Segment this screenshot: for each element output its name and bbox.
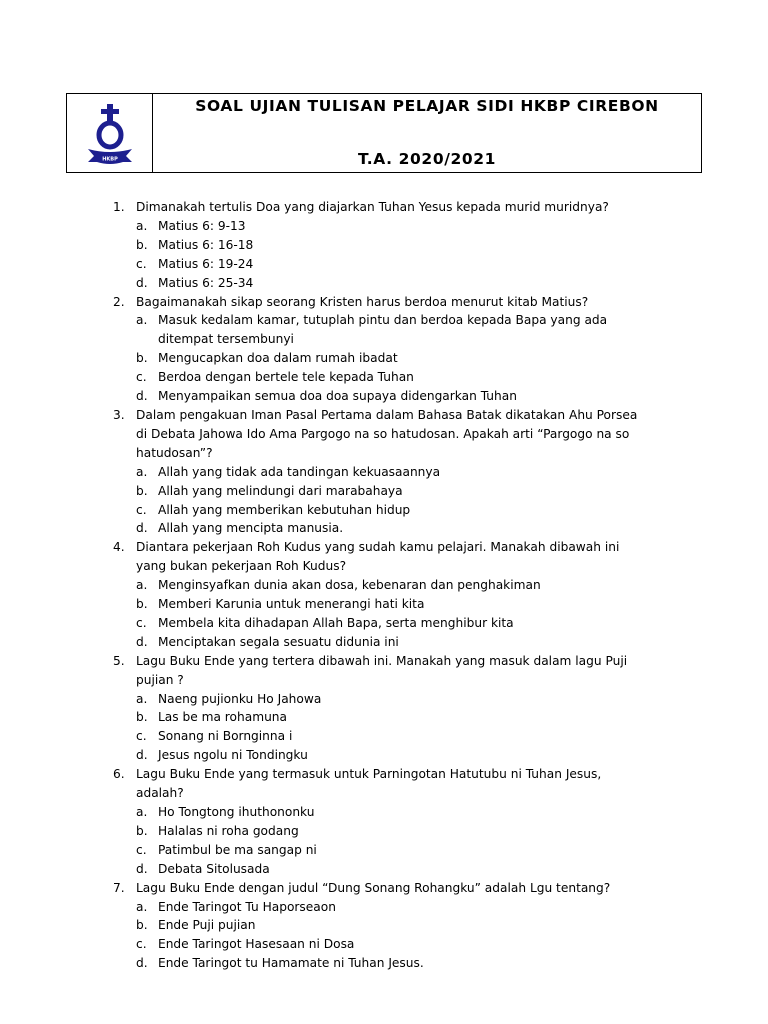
answer-option	[0, 482, 768, 501]
option-text: Berdoa dengan bertele tele kepada Tuhan	[158, 370, 414, 385]
option-letter: b.	[136, 237, 148, 252]
banner-icon	[88, 149, 132, 164]
answer-option	[0, 898, 768, 917]
answer-option	[0, 236, 768, 255]
answer-option	[0, 255, 768, 274]
question-row	[0, 198, 768, 217]
title-cell	[153, 94, 701, 172]
answer-option	[0, 595, 768, 614]
question-item	[0, 293, 768, 406]
option-letter: c.	[136, 729, 147, 744]
option-text: Memberi Karunia untuk menerangi hati kita	[158, 597, 425, 612]
question-text: Dalam pengakuan Iman Pasal Pertama dalam Bahasa Batak dikatakan Ahu Porsea di Debata Jahowa Ido Ama Pargogo na so hatudosan. Apakah arti “Pargogo na so hatudosan”?	[136, 407, 638, 460]
answer-option	[0, 614, 768, 633]
option-text: Allah yang memberikan kebutuhan hidup	[158, 502, 411, 517]
question-text: Diantara pekerjaan Roh Kudus yang sudah kamu pelajari. Manakah dibawah ini yang bukan pekerjaan Roh Kudus?	[136, 540, 620, 574]
option-letter: b.	[136, 351, 148, 366]
question-number: 3.	[113, 407, 125, 422]
question-text: Lagu Buku Ende yang termasuk untuk Parningotan Hatutubu ni Tuhan Jesus, adalah?	[136, 767, 602, 801]
option-letter: c.	[136, 370, 147, 385]
answer-option	[0, 860, 768, 879]
option-text: Halalas ni roha godang	[158, 823, 299, 838]
answer-option	[0, 633, 768, 652]
option-letter: a.	[136, 313, 148, 328]
answer-option	[0, 501, 768, 520]
option-text: Jesus ngolu ni Tondingku	[158, 748, 308, 763]
answer-option	[0, 690, 768, 709]
option-letter: c.	[136, 842, 147, 857]
option-letter: d.	[136, 956, 148, 971]
option-letter: d.	[136, 861, 148, 876]
option-letter: a.	[136, 218, 148, 233]
answer-option	[0, 746, 768, 765]
option-letter: c.	[136, 256, 147, 271]
question-item	[0, 406, 768, 538]
answer-option	[0, 519, 768, 538]
question-item	[0, 765, 768, 878]
option-letter: c.	[136, 615, 147, 630]
option-letter: b.	[136, 918, 148, 933]
option-letter: c.	[136, 937, 147, 952]
option-text: Matius 6: 9-13	[158, 218, 246, 233]
option-text: Allah yang tidak ada tandingan kekuasaannya	[158, 464, 441, 479]
option-text: Menyampaikan semua doa doa supaya didengarkan Tuhan	[158, 389, 517, 404]
question-number: 6.	[113, 767, 125, 782]
answer-option	[0, 349, 768, 368]
option-letter: b.	[136, 597, 148, 612]
option-text: Ho Tongtong ihuthononku	[158, 805, 315, 819]
question-item	[0, 198, 768, 293]
option-text: Ende Puji pujian	[158, 918, 256, 933]
option-letter: a.	[136, 805, 148, 819]
option-letter: d.	[136, 748, 148, 763]
header-table	[66, 93, 702, 173]
option-letter: b.	[136, 483, 148, 498]
question-row	[0, 538, 768, 576]
answer-option	[0, 708, 768, 727]
question-number: 5.	[113, 653, 125, 668]
question-row	[0, 406, 768, 463]
option-letter: a.	[136, 578, 148, 593]
question-item	[0, 652, 768, 765]
ring-icon	[99, 123, 121, 147]
option-text: Sonang ni Bornginna i	[158, 729, 293, 744]
question-text: Lagu Buku Ende dengan judul “Dung Sonang Rohangku” adalah Lgu tentang?	[136, 880, 611, 895]
question-number: 7.	[113, 880, 125, 895]
option-text: Membela kita dihadapan Allah Bapa, serta menghibur kita	[158, 615, 514, 630]
option-text: Allah yang mencipta manusia.	[158, 521, 344, 536]
option-text: Ende Taringot Hasesaan ni Dosa	[158, 937, 355, 952]
option-letter: c.	[136, 502, 147, 517]
question-row	[0, 293, 768, 312]
cross-icon	[101, 104, 119, 121]
option-letter: b.	[136, 823, 148, 838]
question-text: Dimanakah tertulis Doa yang diajarkan Tuhan Yesus kepada murid muridnya?	[136, 200, 609, 214]
option-letter: d.	[136, 521, 148, 536]
answer-option	[0, 954, 768, 973]
option-text: Masuk kedalam kamar, tutuplah pintu dan berdoa kepada Bapa yang ada ditempat tersembunyi	[158, 313, 608, 347]
document-title: SOAL UJIAN TULISAN PELAJAR SIDI HKBP CIREBON	[195, 97, 659, 115]
option-letter: b.	[136, 710, 148, 725]
option-text: Menginsyafkan dunia akan dosa, kebenaran dan penghakiman	[158, 578, 541, 593]
answer-option	[0, 727, 768, 746]
academic-year: T.A. 2020/2021	[357, 150, 496, 168]
answer-option	[0, 916, 768, 935]
option-text: Matius 6: 25-34	[158, 275, 254, 290]
answer-option	[0, 311, 768, 349]
answer-option	[0, 822, 768, 841]
option-text: Ende Taringot tu Hamamate ni Tuhan Jesus.	[158, 956, 424, 971]
option-text: Patimbul be ma sangap ni	[158, 842, 317, 857]
option-text: Allah yang melindungi dari marabahaya	[158, 483, 403, 498]
answer-option	[0, 274, 768, 293]
option-text: Matius 6: 19-24	[158, 256, 254, 271]
logo-cell	[67, 94, 153, 172]
answer-option	[0, 803, 768, 822]
option-letter: a.	[136, 899, 148, 914]
hkbp-logo	[85, 102, 135, 164]
question-row	[0, 879, 768, 898]
answer-option	[0, 387, 768, 406]
answer-option	[0, 463, 768, 482]
question-number: 4.	[113, 540, 125, 555]
question-text: Bagaimanakah sikap seorang Kristen harus berdoa menurut kitab Matius?	[136, 294, 589, 309]
answer-option	[0, 217, 768, 236]
option-text: Las be ma rohamuna	[158, 710, 287, 725]
question-row	[0, 765, 768, 803]
option-letter: d.	[136, 634, 148, 649]
option-text: Mengucapkan doa dalam rumah ibadat	[158, 351, 398, 366]
option-text: Matius 6: 16-18	[158, 237, 254, 252]
question-number: 1.	[113, 200, 125, 214]
answer-option	[0, 841, 768, 860]
option-letter: a.	[136, 691, 148, 706]
option-text: Debata Sitolusada	[158, 861, 270, 876]
question-list	[0, 198, 768, 973]
option-text: Ende Taringot Tu Haporseaon	[158, 899, 336, 914]
answer-option	[0, 576, 768, 595]
option-text: Menciptakan segala sesuatu didunia ini	[158, 634, 399, 649]
answer-option	[0, 935, 768, 954]
option-letter: d.	[136, 389, 148, 404]
question-row	[0, 652, 768, 690]
option-text: Naeng pujionku Ho Jahowa	[158, 691, 322, 706]
answer-option	[0, 368, 768, 387]
option-letter: d.	[136, 275, 148, 290]
question-item	[0, 538, 768, 651]
question-number: 2.	[113, 294, 125, 309]
question-text: Lagu Buku Ende yang tertera dibawah ini. Manakah yang masuk dalam lagu Puji pujian ?	[136, 653, 628, 687]
question-item	[0, 879, 768, 974]
option-letter: a.	[136, 464, 148, 479]
logo-text: HKBP	[101, 156, 118, 163]
